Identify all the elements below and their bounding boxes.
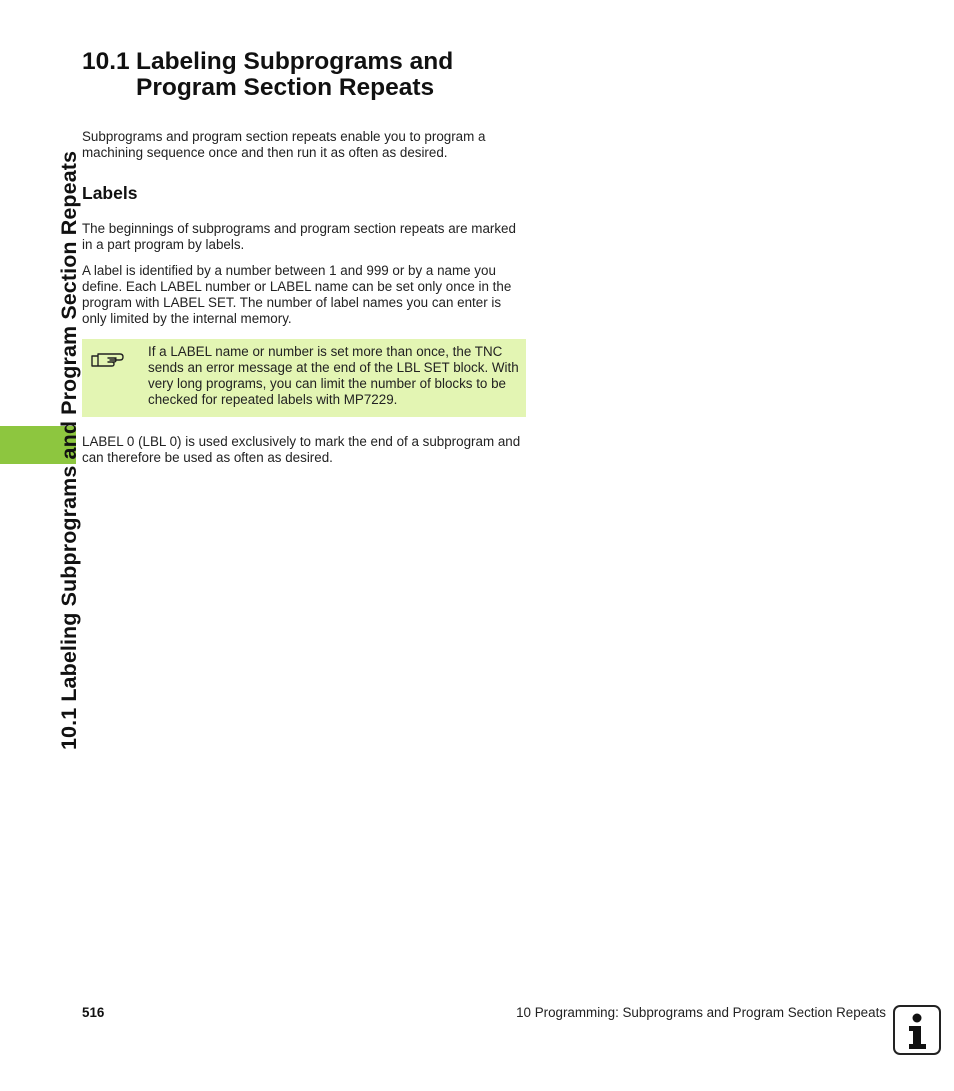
section-number: 10.1 [82, 48, 130, 75]
note-text: If a LABEL name or number is set more than once, the TNC sends an error message at the end of the LBL SET block. With very long programs, you can limit the number of blocks to be checked for repeated labels with MP7229. [148, 344, 519, 407]
note-box [82, 339, 526, 417]
section-heading [82, 49, 526, 101]
sidebar-chapter-title: 10.1 Labeling Subprograms and Program Section Repeats [57, 150, 81, 750]
pointing-hand-icon [90, 348, 126, 370]
labels-heading: Labels [82, 183, 138, 203]
page-content [82, 48, 526, 465]
closing-paragraph: LABEL 0 (LBL 0) is used exclusively to mark the end of a subprogram and can therefore be used as often as desired. [82, 434, 521, 465]
footer-chapter-title: 10 Programming: Subprograms and Program Section Repeats [516, 1005, 886, 1020]
info-icon [893, 1005, 941, 1055]
section-title-line1: Labeling Subprograms and [136, 48, 454, 75]
intro-paragraph: Subprograms and program section repeats enable you to program a machining sequence once and then run it as often as desired. [82, 129, 486, 160]
labels-paragraph-1: The beginnings of subprograms and program section repeats are marked in a part program by labels. [82, 221, 516, 252]
section-title [136, 49, 453, 101]
page-number: 516 [82, 1005, 105, 1020]
section-title-line2: Program Section Repeats [136, 74, 435, 101]
labels-paragraph-2: A label is identified by a number between 1 and 999 or by a name you define. Each LABEL number or LABEL name can be set only once in the program with LABEL SET. The number of label names you can enter is only limited by the internal memory. [82, 263, 512, 326]
